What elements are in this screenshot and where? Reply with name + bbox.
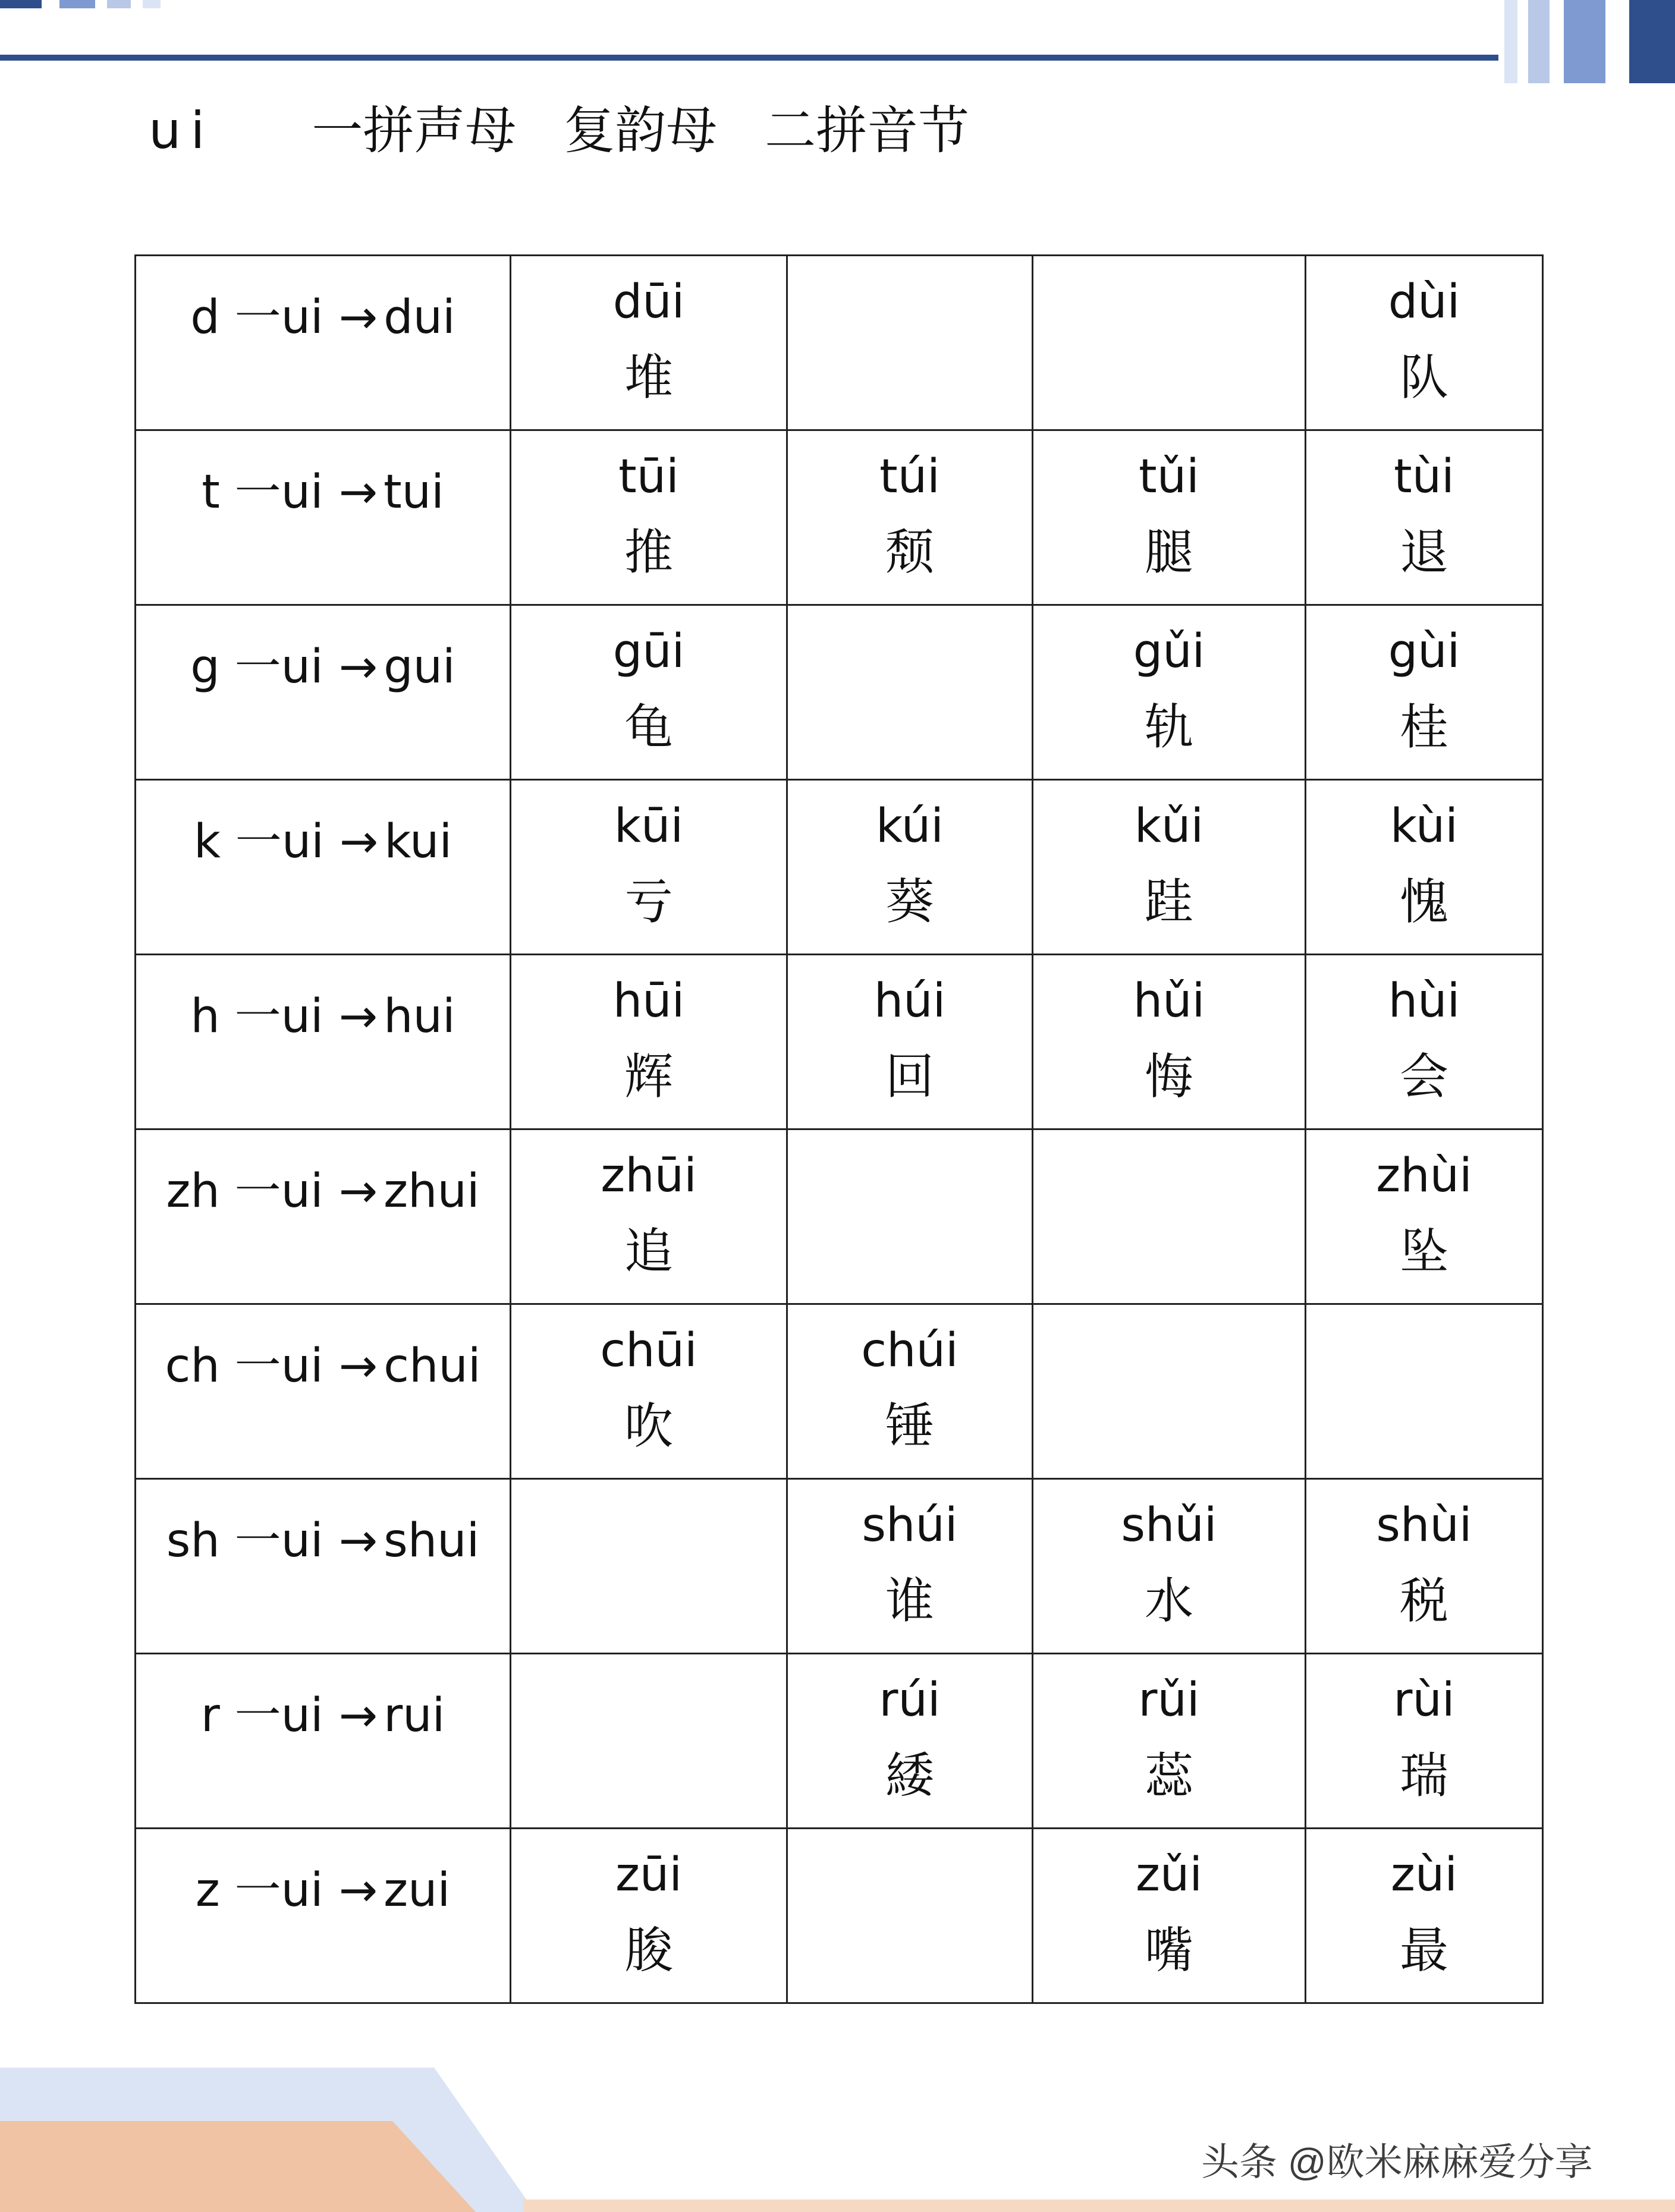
hanzi: 水	[1144, 1573, 1193, 1629]
spelling-rule-cell	[136, 430, 511, 605]
pinyin: tùi	[1394, 450, 1454, 504]
initial: h	[190, 990, 220, 1043]
tone-cell-3	[1033, 1479, 1306, 1654]
pinyin: shǔi	[1121, 1499, 1217, 1552]
tone-cell-3	[1033, 605, 1306, 780]
tone-cell-2	[787, 1479, 1033, 1654]
initial: ch	[165, 1339, 220, 1393]
header-tab	[59, 0, 95, 8]
final: ui	[281, 990, 323, 1043]
spelling-rule-cell	[136, 1654, 511, 1829]
hanzi: 葵	[885, 874, 934, 930]
spelling-rule-cell	[136, 1829, 511, 2003]
arrow-icon: →	[338, 990, 378, 1043]
syllable: kui	[384, 815, 452, 869]
initial: r	[200, 1689, 220, 1742]
pinyin	[1033, 1305, 1305, 1327]
hanzi: 蕊	[1144, 1748, 1193, 1804]
dash: 一	[234, 1165, 281, 1218]
hanzi: 腿	[1144, 524, 1193, 581]
hanzi: 回	[885, 1049, 934, 1105]
pinyin: tǔi	[1139, 450, 1199, 504]
hanzi	[511, 1502, 786, 1531]
hanzi: 会	[1399, 1049, 1448, 1105]
pinyin	[511, 1654, 786, 1677]
pinyin: gūi	[612, 625, 685, 678]
initial: z	[195, 1864, 220, 1917]
hanzi	[1033, 279, 1305, 307]
pinyin: kúi	[876, 800, 944, 853]
hanzi: 坠	[1399, 1223, 1448, 1280]
hanzi: 嘴	[1144, 1922, 1193, 1979]
pinyin	[511, 1480, 786, 1502]
dash: 一	[234, 1514, 281, 1568]
dash: 一	[234, 990, 281, 1043]
spelling-rule	[136, 1829, 510, 1920]
tone-cell-1	[511, 1304, 787, 1479]
initial: g	[190, 640, 220, 694]
tone-cell-2	[787, 1654, 1033, 1829]
final: ui	[281, 465, 323, 519]
arrow-icon: →	[338, 1514, 378, 1568]
hanzi: 轨	[1144, 699, 1193, 756]
pinyin: dūi	[612, 275, 685, 329]
syllable: hui	[384, 990, 455, 1043]
pinyin: gùi	[1388, 625, 1460, 678]
initial: zh	[166, 1165, 220, 1218]
pinyin: kǔi	[1134, 800, 1204, 853]
pinyin: zǔi	[1135, 1848, 1203, 1902]
table-row	[136, 430, 1543, 605]
tone-cell-1	[511, 1129, 787, 1304]
initial: k	[193, 815, 221, 869]
dash: 一	[234, 1339, 281, 1393]
dash: 一	[234, 465, 281, 519]
pinyin: rǔi	[1138, 1673, 1200, 1727]
final: ui	[281, 1339, 323, 1393]
hanzi: 最	[1399, 1922, 1448, 1979]
tone-cell-4	[1306, 605, 1543, 780]
hanzi	[1033, 1327, 1305, 1356]
header-tab	[143, 0, 161, 8]
table-row	[136, 1829, 1543, 2003]
syllable: gui	[384, 640, 455, 694]
table-row	[136, 1129, 1543, 1304]
header-deco-bar	[1629, 0, 1675, 83]
hanzi: 瑞	[1399, 1748, 1448, 1804]
initial: d	[190, 291, 220, 344]
tone-cell-1	[511, 605, 787, 780]
tone-cell-1	[511, 256, 787, 430]
pinyin	[1306, 1305, 1542, 1327]
hanzi: 朘	[624, 1922, 673, 1979]
spelling-rule	[136, 1654, 510, 1745]
tone-cell-1	[511, 1654, 787, 1829]
hanzi: 退	[1399, 524, 1448, 581]
pinyin	[1033, 1130, 1305, 1153]
tone-cell-4	[1306, 256, 1543, 430]
header-tab	[0, 0, 42, 8]
hanzi	[788, 1153, 1032, 1181]
pinyin: chūi	[600, 1324, 697, 1377]
arrow-icon: →	[338, 291, 378, 344]
tone-cell-2	[787, 605, 1033, 780]
tone-cell-4	[1306, 1479, 1543, 1654]
syllable: dui	[384, 291, 455, 344]
title-final-code: ui	[149, 101, 215, 161]
final: ui	[281, 1165, 323, 1218]
footer-deco-line	[523, 2200, 1675, 2212]
tone-cell-4	[1306, 1129, 1543, 1304]
syllable: zhui	[384, 1165, 480, 1218]
final: ui	[281, 291, 323, 344]
syllable: shui	[384, 1514, 480, 1568]
pinyin	[1033, 256, 1305, 279]
pinyin: zhūi	[601, 1149, 697, 1203]
tone-cell-3	[1033, 1304, 1306, 1479]
tone-cell-2	[787, 1829, 1033, 2003]
dash: 一	[234, 291, 281, 344]
arrow-icon: →	[338, 465, 378, 519]
tone-cell-2	[787, 1129, 1033, 1304]
tone-cell-2	[787, 955, 1033, 1129]
pinyin: kùi	[1390, 800, 1458, 853]
pinyin	[788, 1829, 1032, 1852]
watermark: 头条 @欧米麻麻爱分享	[1201, 2141, 1593, 2183]
table-row	[136, 1304, 1543, 1479]
pinyin: hùi	[1388, 974, 1460, 1028]
final: ui	[281, 1864, 323, 1917]
spelling-rule	[136, 1480, 510, 1570]
tone-cell-3	[1033, 256, 1306, 430]
pinyin	[788, 256, 1032, 279]
arrow-icon: →	[339, 815, 379, 869]
hanzi: 颓	[885, 524, 934, 581]
tone-cell-4	[1306, 955, 1543, 1129]
syllable: tui	[384, 465, 444, 519]
pinyin: gǔi	[1133, 625, 1205, 678]
dash: 一	[234, 1864, 281, 1917]
tone-cell-4	[1306, 430, 1543, 605]
header-deco-bar	[1528, 0, 1550, 83]
tone-cell-4	[1306, 780, 1543, 955]
pinyin: chúi	[861, 1324, 959, 1377]
header-deco-bar	[1504, 0, 1517, 83]
dash: 一	[234, 1689, 281, 1742]
hanzi: 谁	[885, 1573, 934, 1629]
hanzi: 緌	[885, 1748, 934, 1804]
pinyin: shúi	[862, 1499, 958, 1552]
pinyin: hǔi	[1133, 974, 1205, 1028]
spelling-rule-cell	[136, 1479, 511, 1654]
hanzi: 追	[624, 1223, 673, 1280]
pinyin: zùi	[1390, 1848, 1458, 1902]
header-rule	[0, 55, 1498, 61]
pinyin: rùi	[1393, 1673, 1455, 1727]
tone-cell-3	[1033, 780, 1306, 955]
tone-cell-3	[1033, 955, 1306, 1129]
spelling-rule-cell	[136, 605, 511, 780]
spelling-rule	[136, 256, 510, 347]
pinyin: dùi	[1388, 275, 1460, 329]
title-part: 一拼声母	[312, 102, 517, 159]
hanzi: 吹	[624, 1398, 673, 1455]
pinyin: kūi	[614, 800, 684, 853]
final: ui	[281, 640, 323, 694]
hanzi	[788, 1852, 1032, 1880]
hanzi: 跬	[1144, 874, 1193, 930]
spelling-rule-cell	[136, 955, 511, 1129]
spelling-rule-cell	[136, 256, 511, 430]
spelling-rule-cell	[136, 1129, 511, 1304]
dash: 一	[234, 640, 281, 694]
spelling-rule-cell	[136, 780, 511, 955]
tone-cell-1	[511, 430, 787, 605]
pinyin	[788, 606, 1032, 628]
tone-cell-4	[1306, 1304, 1543, 1479]
spelling-rule	[136, 781, 510, 871]
pinyin: túi	[879, 450, 940, 504]
page-title	[149, 89, 1003, 163]
tone-cell-3	[1033, 1829, 1306, 2003]
tone-cell-4	[1306, 1829, 1543, 2003]
spelling-rule	[136, 1130, 510, 1220]
pinyin: húi	[873, 974, 946, 1028]
hanzi: 队	[1399, 350, 1448, 406]
table-row	[136, 955, 1543, 1129]
pinyin: hūi	[612, 974, 685, 1028]
hanzi: 桂	[1399, 699, 1448, 756]
spelling-rule	[136, 606, 510, 696]
syllable: rui	[384, 1689, 445, 1742]
title-part: 复韵母	[564, 102, 718, 159]
spelling-rule	[136, 431, 510, 521]
final: ui	[281, 815, 324, 869]
tone-cell-2	[787, 430, 1033, 605]
hanzi	[788, 628, 1032, 657]
hanzi	[1306, 1327, 1542, 1356]
arrow-icon: →	[338, 1339, 378, 1393]
dash: 一	[235, 815, 282, 869]
tone-cell-1	[511, 955, 787, 1129]
tone-cell-1	[511, 1829, 787, 2003]
spelling-rule	[136, 955, 510, 1046]
hanzi	[511, 1677, 786, 1706]
tone-cell-4	[1306, 1654, 1543, 1829]
hanzi: 锤	[885, 1398, 934, 1455]
syllable-table	[134, 254, 1544, 2004]
hanzi: 辉	[624, 1049, 673, 1105]
arrow-icon: →	[338, 1689, 378, 1742]
title-part: 二拼音节	[765, 102, 970, 159]
tone-cell-2	[787, 256, 1033, 430]
arrow-icon: →	[338, 1165, 378, 1218]
tone-cell-2	[787, 1304, 1033, 1479]
hanzi: 亏	[624, 874, 673, 930]
pinyin: rúi	[879, 1673, 941, 1727]
tone-cell-1	[511, 780, 787, 955]
header-tab	[107, 0, 131, 8]
table-row	[136, 780, 1543, 955]
hanzi: 龟	[624, 699, 673, 756]
hanzi: 税	[1399, 1573, 1448, 1629]
final: ui	[281, 1689, 323, 1742]
pinyin: shùi	[1376, 1499, 1472, 1552]
spelling-rule-cell	[136, 1304, 511, 1479]
tone-cell-2	[787, 780, 1033, 955]
arrow-icon: →	[338, 640, 378, 694]
tone-cell-3	[1033, 1654, 1306, 1829]
hanzi	[1033, 1153, 1305, 1181]
pinyin: tūi	[618, 450, 679, 504]
pinyin: zūi	[615, 1848, 683, 1902]
header-deco-bar	[1564, 0, 1605, 83]
hanzi: 悔	[1144, 1049, 1193, 1105]
table-row	[136, 605, 1543, 780]
tone-cell-1	[511, 1479, 787, 1654]
syllable: zui	[384, 1864, 451, 1917]
hanzi: 推	[624, 524, 673, 581]
tone-cell-3	[1033, 430, 1306, 605]
initial: t	[202, 465, 220, 519]
tone-cell-3	[1033, 1129, 1306, 1304]
initial: sh	[166, 1514, 220, 1568]
spelling-rule	[136, 1305, 510, 1395]
hanzi: 愧	[1399, 874, 1448, 930]
pinyin	[788, 1130, 1032, 1153]
hanzi: 堆	[624, 350, 673, 406]
final: ui	[281, 1514, 323, 1568]
arrow-icon: →	[338, 1864, 378, 1917]
table-row	[136, 256, 1543, 430]
syllable: chui	[384, 1339, 481, 1393]
table-row	[136, 1654, 1543, 1829]
hanzi	[788, 279, 1032, 307]
pinyin: zhùi	[1376, 1149, 1472, 1203]
table-row	[136, 1479, 1543, 1654]
